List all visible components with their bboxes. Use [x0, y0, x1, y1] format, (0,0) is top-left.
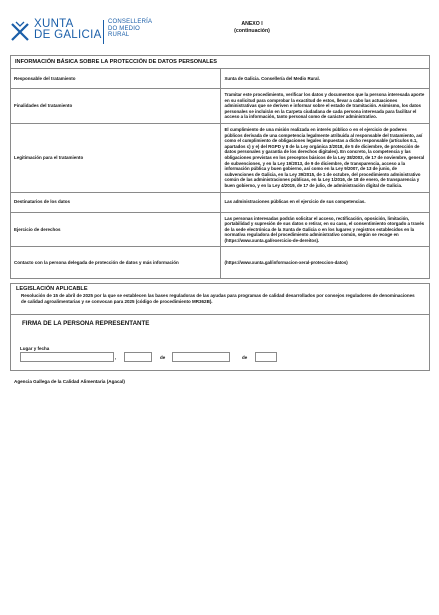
legislation-section	[10, 283, 430, 315]
row-label: Legitimación para el tratamiento	[11, 123, 221, 192]
year-field[interactable]	[255, 352, 277, 362]
place-date-label: Lugar y fecha	[20, 346, 50, 351]
signature-heading: FIRMA DE LA PERSONA REPRESENTANTE	[22, 320, 150, 327]
logo-text	[34, 19, 102, 41]
logo-divider	[103, 20, 104, 44]
row-label: Destinatarios de los datos	[11, 192, 221, 212]
row-label: Ejercicio de derechos	[11, 212, 221, 247]
legislation-heading: LEGISLACIÓN APLICABLE	[16, 286, 88, 292]
table-row	[11, 247, 430, 279]
dept-line-1: CONSELLERÍA	[108, 19, 153, 25]
place-field[interactable]	[20, 352, 117, 362]
page-header	[10, 18, 430, 48]
row-label: Finalidades del tratamiento	[11, 89, 221, 124]
department-name	[108, 19, 152, 39]
footer-agency: Agencia Gallega de la Calidad Alimentaria (Agacal)	[14, 379, 125, 384]
dept-line-3: RURAL	[108, 32, 130, 39]
row-value	[220, 247, 430, 279]
data-protection-info-link[interactable]: (https://www.xunta.gal/informacion-xeral-proteccion-datos)	[224, 260, 348, 266]
table-row	[11, 212, 430, 247]
legislation-text: Resolución de 15 de abril de 2025 por la que se establecen las bases reguladoras de las ayudas para programas de calidad desarrollados por consejos reguladores de denominaciones de calidad agroalimentarias y se convocan para 2025 (código de procedimiento MR362B).	[21, 293, 415, 304]
data-protection-heading: INFORMACIÓN BÁSICA SOBRE LA PROTECCIÓN DE DATOS PERSONALES	[11, 56, 430, 69]
table-row	[11, 192, 430, 212]
row-value: Las personas interesadas podrán solicitar el acceso, rectificación, oposición, limitación, portabilidad y supresión de sus datos o retirar, en su caso, el consentimiento otorgado a través de la sede electrónica de la Xunta de Galicia o en los lugares y registros establecidos en la normativa reguladora del procedimiento administrativo común, según se recoge en (https://www.xunta.gal/exercicio-de-dereitos).	[220, 212, 430, 247]
day-field[interactable]	[124, 352, 152, 362]
annex-subtitle: (continuación)	[234, 28, 270, 34]
xunta-logo	[10, 18, 170, 46]
month-field[interactable]	[172, 352, 230, 362]
row-value: Las administraciones públicas en el ejercicio de sus competencias.	[220, 192, 430, 212]
logo-line-2: DE GALICIA	[34, 29, 102, 41]
annex-title-text: ANEXO I	[241, 21, 263, 27]
de-label-1: de	[160, 355, 166, 360]
annex-title	[216, 21, 288, 35]
row-value: Xunta de Galicia. Consellería del Medio Rural.	[220, 69, 430, 89]
table-row	[11, 89, 430, 124]
table-row	[11, 69, 430, 89]
row-value: Tramitar este procedimiento, verificar los datos y documentos que la persona interesada aporte en su solicitud para comprobar la exactitud de estos, llevar a cabo las actuaciones administrativas que se deriven e informar sobre el estado de tramitación. Asimismo, los datos personales se incluirán en la Carpeta ciudadana de cada persona interesada para facilitar el acceso a la información, tanto personal como de carácter administrativo.	[220, 89, 430, 124]
data-protection-table	[10, 55, 430, 279]
row-label: Responsable del tratamiento	[11, 69, 221, 89]
de-label-2: de	[242, 355, 248, 360]
xunta-de-galicia-logo-icon	[10, 21, 30, 43]
dept-line-2: DO MEDIO	[108, 25, 140, 32]
logo-line-1: XUNTA	[34, 18, 74, 30]
row-value: El cumplimiento de una misión realizada en interés público o en el ejercicio de poderes públicos derivada de una competencia legalmente atribuida al responsable del tratamiento, así como el cumplimiento de obligaciones legales impuestas a dicho responsable (artículos 6.1, apartados c) y e) del RGPD y 8 de la Ley orgánica 3/2018, de 5 de diciembre, de protección de datos personales y garantía de los derechos digitales). En concreto, la competencia y las obligaciones previstas en los preceptos básicos de la Ley 38/2003, de 17 de noviembre, general de subvenciones, y en la Ley 19/2013, de 9 de diciembre, de transparencia, acceso a la información pública y buen gobierno, así como en la Ley 9/2007, de 13 de junio, de subvenciones de Galicia, en la Ley 39/2015, de 1 de octubre, del procedimiento administrativo común de las administraciones públicas, en la Ley 1/2016, de 18 de enero, de transparencia y buen gobierno, y en la Ley 4/2019, de 17 de julio, de administración digital de Galicia.	[220, 123, 430, 192]
comma-separator: ,	[115, 355, 117, 360]
table-row	[11, 123, 430, 192]
row-label: Contacto con la persona delegada de protección de datos y más información	[11, 247, 221, 279]
signature-section	[10, 314, 430, 371]
